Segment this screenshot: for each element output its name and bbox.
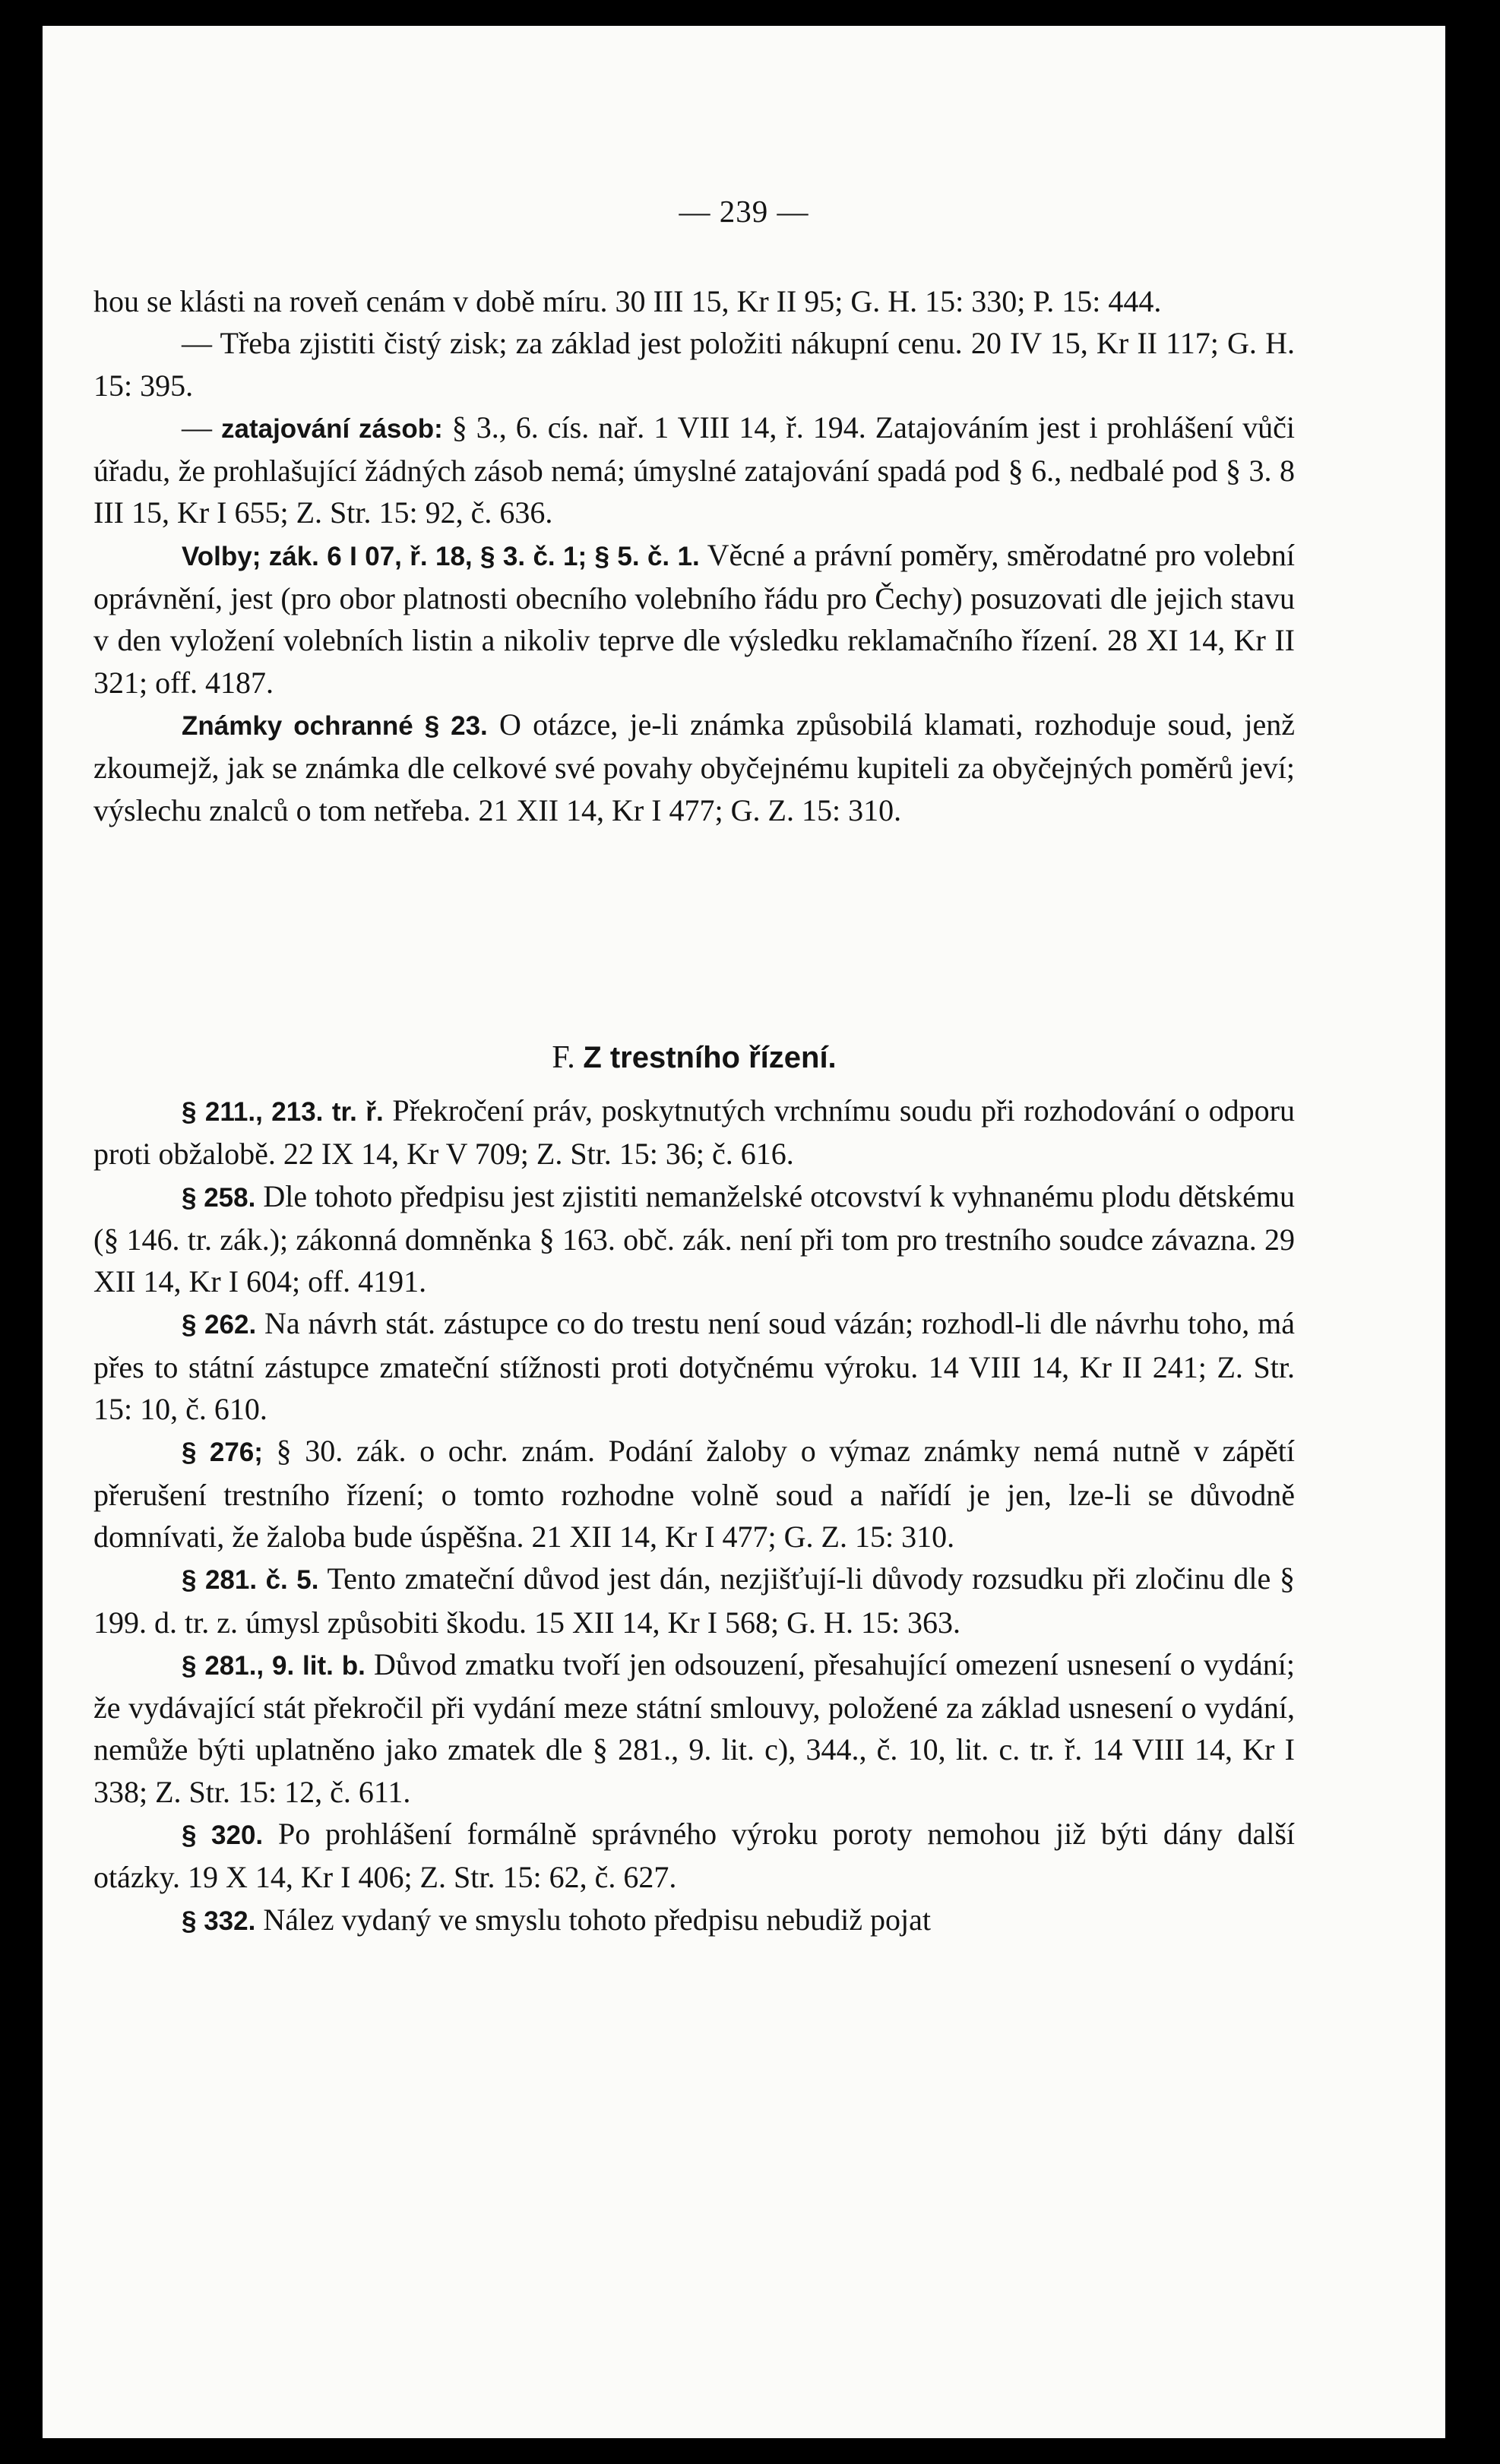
entry-text: O otázce, je-li známka způsobilá klamati, rozhoduje soud, jenž zkoumejž, jak se známka dle celkové své povahy obyčejnému kupiteli za obyčejných poměrů jeví; výslechu znalců o tom netřeba. 21 XII 14, Kr I 477; G. Z. 15: 310. bbox=[93, 707, 1295, 827]
entry-paragraph bbox=[93, 1558, 1295, 1643]
entry-text: Důvod zmatku tvoří jen odsouzení, přesahující omezení usnesení o vydání; že vydávající stát překročil při vydání meze státní smlouvy, položené za základ usnesení o vydání, nemůže býti uplatněno jako zmatek dle § 281., 9. lit. c), 344., č. 10, lit. c. tr. ř. 14 VIII 14, Kr I 338; Z. Str. 15: 12, č. 611. bbox=[93, 1646, 1296, 1809]
entry-heading: § 262. bbox=[182, 1310, 257, 1340]
continuation-paragraph bbox=[93, 280, 1295, 322]
entry-text: Nález vydaný ve smyslu tohoto předpisu nebudiž pojat bbox=[255, 1902, 932, 1937]
entry-heading: § 276; bbox=[182, 1438, 263, 1468]
entry-paragraph bbox=[93, 534, 1295, 704]
entry-text: — Třeba zjistiti čistý zisk; za základ jest položiti nákupní cenu. 20 IV 15, Kr II 117; G. H. 15: 395. bbox=[93, 326, 1295, 403]
book-page bbox=[43, 26, 1445, 2438]
entry-text: § 30. zák. o ochr. znám. Podání žaloby o výmaz známky nemá nutně v zápětí přerušení trestního řízení; o tomto rozhodne volně soud a nařídí je jen, lze-li se důvodně domnívati, že žaloba bude úspěšna. 21 XII 14, Kr I 477; G. Z. 15: 310. bbox=[93, 1434, 1295, 1554]
entry-text: § 3., 6. cís. nař. 1 VIII 14, ř. 194. Zatajováním jest i prohlášení vůči úřadu, že prohlašující žádných zásob nemá; úmyslné zatajování spadá pod § 6., nedbalé pod § 3. 8 III 15, Kr I 655; Z. Str. 15: 92, č. 636. bbox=[93, 410, 1296, 530]
entry-paragraph bbox=[93, 1430, 1295, 1558]
section-heading bbox=[93, 1036, 1295, 1079]
entry-text: Po prohlášení formálně správného výroku poroty nemohou již býti dány další otázky. 19 X 14, Kr I 406; Z. Str. 15: 62, č. 627. bbox=[93, 1817, 1296, 1895]
entry-paragraph bbox=[93, 1899, 1295, 1942]
entry-paragraph bbox=[93, 704, 1295, 831]
page-number: — 239 — bbox=[679, 194, 809, 229]
entry-heading: § 320. bbox=[182, 1820, 264, 1851]
entry-heading: § 211., 213. tr. ř. bbox=[182, 1097, 384, 1127]
entry-paragraph bbox=[93, 1175, 1295, 1303]
entry-text: Na návrh stát. zástupce co do trestu není soud vázán; rozhodl-li dle návrhu toho, má přes to státní zástupce zmateční stížnosti proti dotyčnému výroku. 14 VIII 14, Kr II 241; Z. Str. 15: 10, č. 610. bbox=[93, 1306, 1296, 1427]
entry-heading: § 281. č. 5. bbox=[182, 1565, 319, 1596]
section-entries bbox=[93, 1090, 1295, 1942]
entry-paragraph bbox=[93, 1302, 1295, 1430]
text-block-lower bbox=[93, 1007, 1295, 1942]
entry-heading: § 258. bbox=[182, 1182, 256, 1213]
dash-paragraph bbox=[93, 322, 1295, 406]
entry-heading: Známky ochranné § 23. bbox=[182, 710, 488, 741]
section-prefix: F. bbox=[552, 1040, 584, 1075]
entry-text: Tento zmateční důvod jest dán, nezjišťují-li důvody rozsudku při zločinu dle § 199. d. tr. z. úmysl způsobiti škodu. 15 XII 14, Kr I 568; G. H. 15: 363. bbox=[93, 1561, 1295, 1640]
entry-heading: zatajování zásob: bbox=[221, 413, 443, 444]
entry-paragraph bbox=[93, 1643, 1295, 1813]
entry-paragraph bbox=[93, 1813, 1295, 1899]
entry-text: Dle tohoto předpisu jest zjistiti nemanželské otcovství k vyhnanému plodu dětskému (§ 146. tr. zák.); zákonná domněnka § 163. obč. zák. není při tom pro trestního soudce závazna. 29 XII 14, Kr I 604; off. 4191. bbox=[93, 1178, 1295, 1299]
dash-paragraph bbox=[93, 406, 1295, 534]
entry-heading: Volby; zák. 6 I 07, ř. 18, § 3. č. 1; § 5. č. 1. bbox=[182, 541, 700, 571]
entry-text: Věcné a právní poměry, směrodatné pro volební oprávnění, jest (pro obor platnosti obecního volebního řádu pro Čechy) posuzovati dle jejich stavu v den vyložení volebních listin a nikoliv teprve dle výsledku reklamačního řízení. 28 XI 14, Kr II 321; off. 4187. bbox=[93, 537, 1295, 700]
entry-heading: § 332. bbox=[182, 1906, 256, 1936]
entry-text: — bbox=[182, 410, 221, 444]
text-block-upper bbox=[93, 280, 1295, 831]
entry-text: hou se klásti na roveň cenám v době míru. 30 III 15, Kr II 95; G. H. 15: 330; P. 15: 444. bbox=[93, 284, 1162, 318]
entry-text: Překročení práv, poskytnutých vrchnímu soudu při rozhodování o odporu proti obžalobě. 22 IX 14, Kr V 709; Z. Str. 15: 36; č. 616. bbox=[93, 1093, 1295, 1172]
entry-heading: § 281., 9. lit. b. bbox=[182, 1650, 366, 1681]
entry-paragraph bbox=[93, 1090, 1295, 1175]
section-title: Z trestního řízení. bbox=[583, 1041, 837, 1074]
